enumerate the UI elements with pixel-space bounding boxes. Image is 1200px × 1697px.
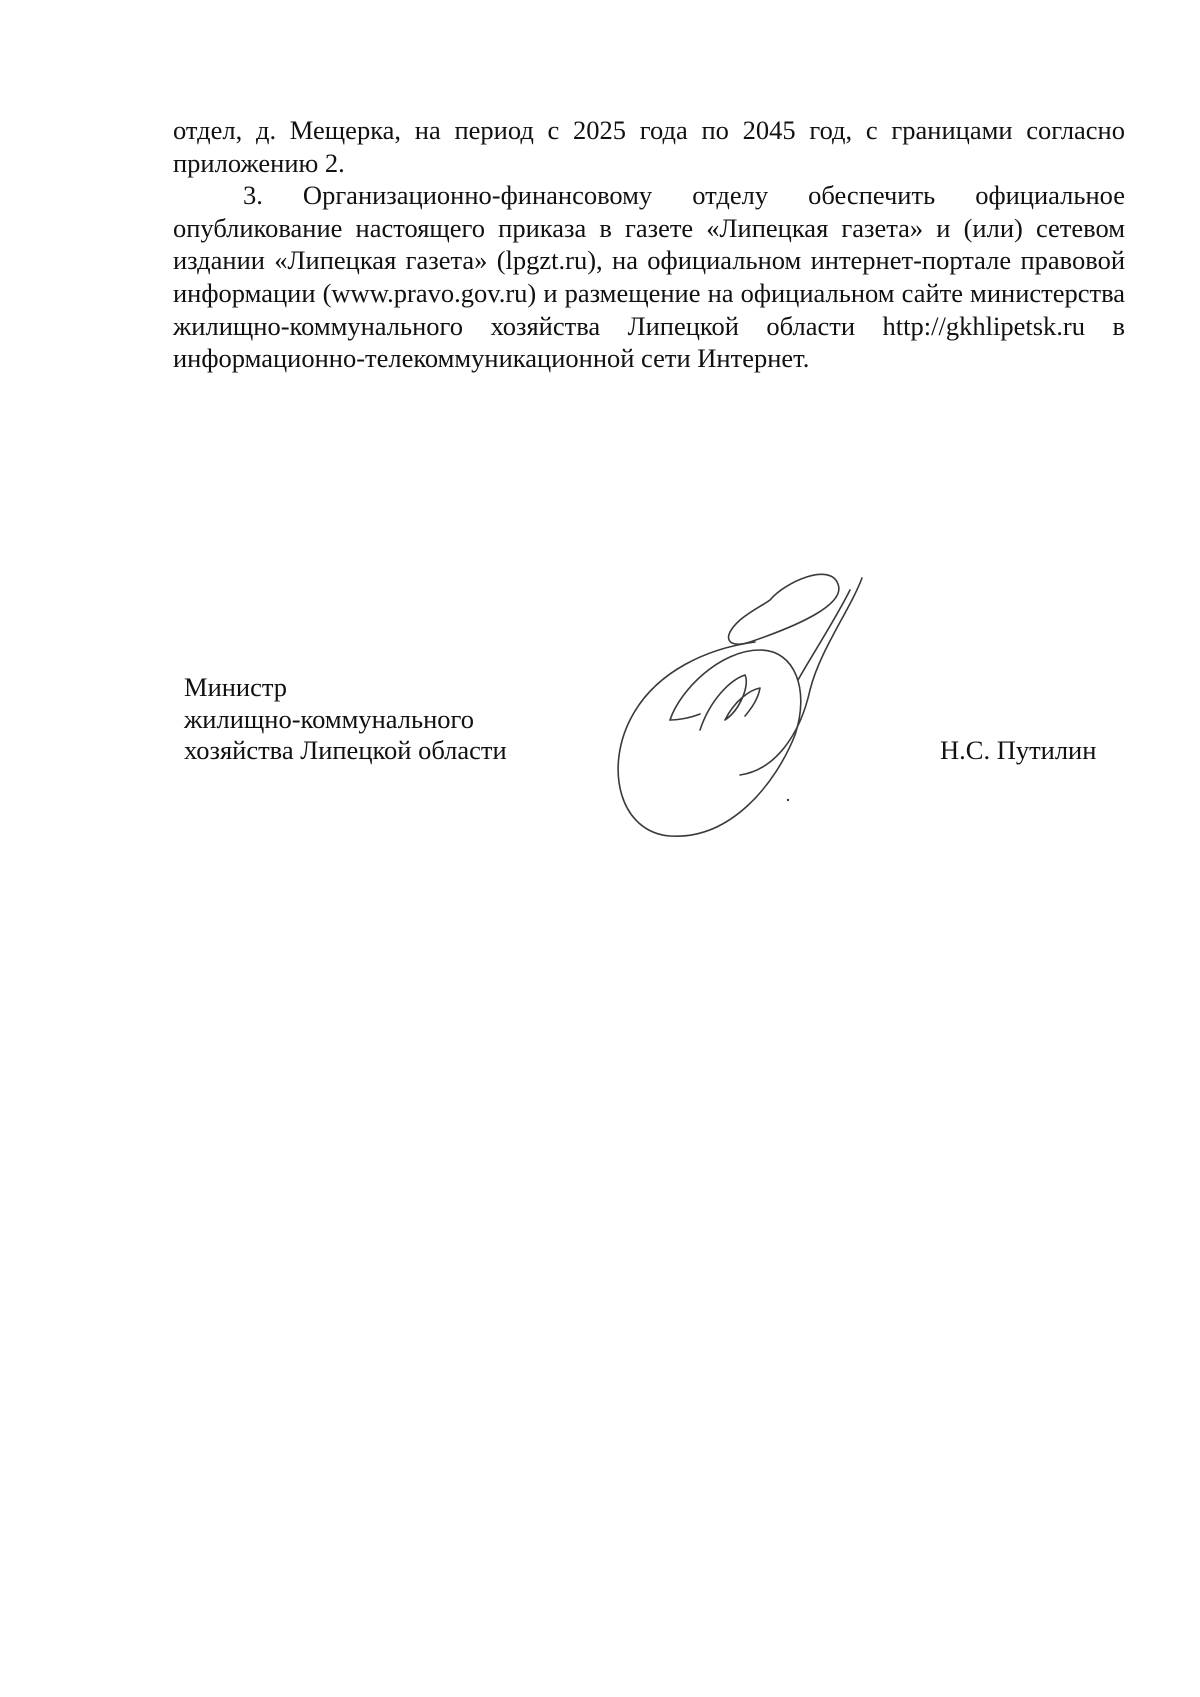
signature-stroke — [729, 574, 839, 644]
position-line: Министр — [184, 672, 288, 702]
signature-stroke — [700, 675, 760, 730]
signature-stroke — [618, 642, 801, 836]
signatory-position — [184, 672, 564, 767]
signature-stroke — [798, 590, 850, 680]
signatory-name: Н.С. Путилин — [940, 735, 1097, 765]
handwritten-signature — [600, 570, 900, 870]
position-line: хозяйства Липецкой области — [184, 735, 507, 765]
paragraph-item-3: 3. Организационно-финансовому отделу обеспечить официальное опубликование настоящего приказа в газете «Липецкая газета» и (или) сетевом издании «Липецкая газета» (lpgzt.ru), на официальном интернет-портале правовой информации (www.pravo.gov.ru) и размещение на официальном сайте министерства жилищно-коммунального хозяйства Липецкой области http://gkhlipetsk.ru в информационно-телекоммуникационной сети Интернет. — [173, 180, 1125, 374]
document-body — [173, 114, 1125, 375]
position-line: жилищно-коммунального — [184, 703, 474, 734]
signature-stroke — [670, 714, 700, 720]
paragraph-continuation: отдел, д. Мещерка, на период с 2025 года по 2045 год, с границами согласно приложению 2. — [173, 115, 1125, 178]
